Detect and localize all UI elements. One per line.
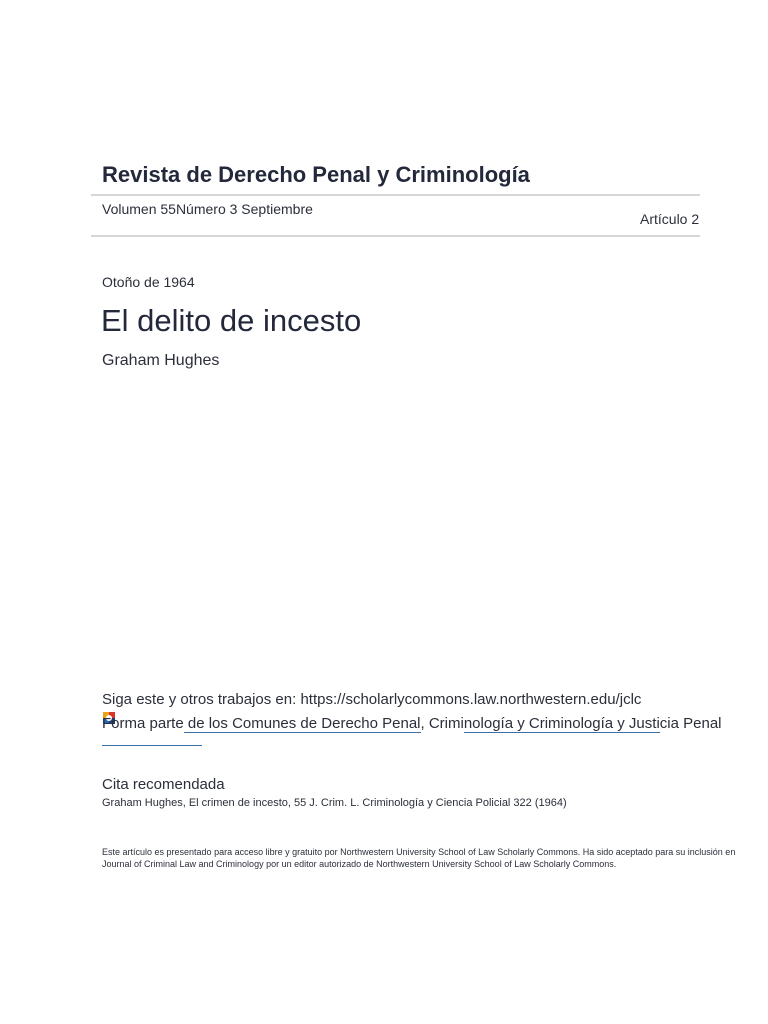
author-name[interactable]: Graham Hughes (102, 352, 220, 369)
criminal-law-commons-link[interactable]: de los Comunes de Derecho Penal (183, 715, 421, 732)
link-underline-divider (102, 745, 202, 746)
part-of-prefix: Forma parte (102, 715, 184, 732)
part-of-suffix: cia Penal (659, 715, 722, 732)
publication-date: Otoño de 1964 (102, 274, 195, 290)
citation-text: Graham Hughes, El crimen de incesto, 55 J. Crim. L. Criminología y Ciencia Policial 322 (1964) (102, 797, 567, 809)
article-number: Artículo 2 (640, 211, 700, 227)
follow-works-link[interactable]: Siga este y otros trabajos en: https://scholarlycommons.law.northwestern.edu/jclc (102, 691, 642, 708)
criminology-commons-link[interactable]: nología (463, 715, 514, 732)
issue-info[interactable]: Volumen 55Número 3 Septiembre (102, 201, 313, 217)
citation-heading: Cita recomendada (102, 776, 225, 793)
access-notice: Este artículo es presentado para acceso libre y gratuito por Northwestern University School of Law Scholarly Commons. Ha sido aceptado para su inclusión en Journal of Criminal Law and Criminology por un editor autorizado de Northwestern University School of Law Scholarly Commons. (102, 847, 736, 869)
part-of-separator: , Crimi (420, 715, 464, 732)
part-of-collections (102, 715, 722, 732)
header-divider-top (91, 194, 700, 196)
criminology-justice-commons-link[interactable]: y Criminología y Justi (513, 715, 660, 732)
article-title: El delito de incesto (101, 303, 362, 338)
journal-title: Revista de Derecho Penal y Criminología (102, 162, 530, 187)
header-divider-bottom (91, 235, 700, 237)
